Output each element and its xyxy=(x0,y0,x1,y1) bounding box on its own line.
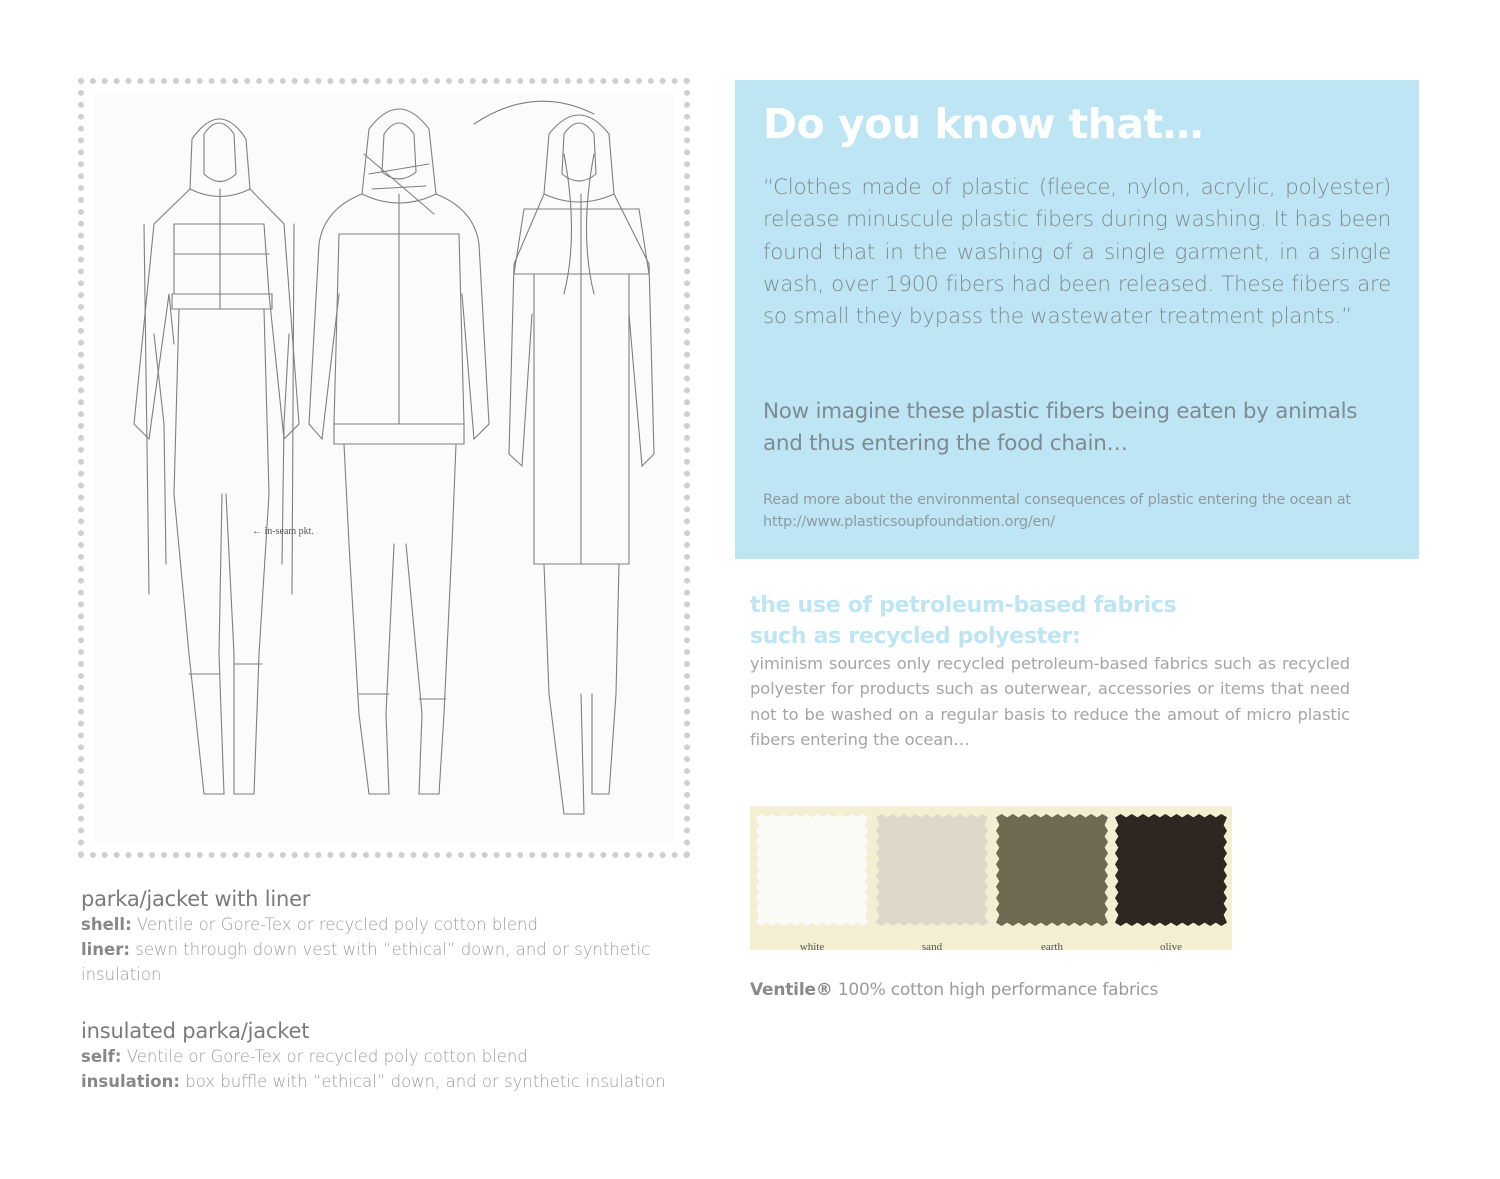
fabric-swatch-card xyxy=(750,806,1232,953)
caption-self-line xyxy=(81,1044,701,1069)
info-imagine: Now imagine these plastic fibers being eaten by animals and thus entering the food chain… xyxy=(763,399,1358,457)
self-text: Ventile or Gore-Tex or recycled poly cotton blend xyxy=(121,1047,528,1066)
insulation-text: box buffle with “ethical” down, and or synthetic insulation xyxy=(179,1072,666,1091)
petroleum-heading xyxy=(750,590,1350,652)
caption-insulated-parka xyxy=(81,1018,701,1094)
self-label: self: xyxy=(81,1047,122,1066)
swatch-fabric xyxy=(996,814,1108,926)
ventile-text: 100% cotton high performance fabrics xyxy=(832,980,1159,1000)
figure-insulated-parka xyxy=(309,109,489,794)
caption-title: parka/jacket with liner xyxy=(81,887,311,911)
info-read-more xyxy=(763,489,1403,533)
caption-liner-line xyxy=(81,937,701,987)
caption-shell-line xyxy=(81,912,701,937)
swatch-fabric xyxy=(756,814,868,926)
swatch-label: earth xyxy=(1041,941,1063,953)
figure-coat xyxy=(474,101,654,814)
ventile-brand: Ventile® xyxy=(750,980,833,1000)
did-you-know-box xyxy=(735,80,1419,559)
ventile-caption xyxy=(750,980,1158,1000)
petroleum-heading-line1: the use of petroleum-based fabrics xyxy=(750,593,1177,618)
sketch-annotation: ← in-seam pkt. xyxy=(252,526,314,537)
liner-text: sewn through down vest with “ethical” down, and or synthetic insulation xyxy=(81,940,651,984)
info-quote: “Clothes made of plastic (fleece, nylon, acrylic, polyester) release minuscule plastic fibers during washing. It has been found that in the washing of a single garment, in a single wash, over 1900 fibers had been released. These fibers are so small they bypass the wastewater treatment plants.” xyxy=(763,175,1391,330)
swatch-label: sand xyxy=(921,941,943,953)
swatch-sand xyxy=(876,814,988,953)
figure-parka-with-liner xyxy=(134,119,299,794)
swatch-label: olive xyxy=(1160,941,1182,953)
liner-label: liner: xyxy=(81,940,130,959)
swatch-olive xyxy=(1115,814,1227,953)
caption-title: insulated parka/jacket xyxy=(81,1019,310,1043)
garment-sketch xyxy=(94,94,674,842)
petroleum-body: yiminism sources only recycled petroleum-based fabrics such as recycled polyester for products such as outerwear, accessories or items that need not to be washed on a regular basis to reduce the amout of micro plastic fibers entering the ocean… xyxy=(750,654,1350,749)
swatch-earth xyxy=(996,814,1108,953)
sketch-illustration xyxy=(94,94,674,842)
swatch-fabric xyxy=(876,814,988,926)
read-more-text: Read more about the environmental consequences of plastic entering the ocean at xyxy=(763,492,1351,508)
petroleum-heading-line2: such as recycled polyester: xyxy=(750,624,1081,649)
info-title: Do you know that… xyxy=(763,100,1204,148)
caption-insulation-line xyxy=(81,1069,701,1094)
read-more-link[interactable]: http://www.plasticsoupfoundation.org/en/ xyxy=(763,514,1055,530)
swatch-label: white xyxy=(799,941,825,953)
caption-parka-with-liner xyxy=(81,886,701,987)
swatch-white xyxy=(756,814,868,953)
shell-label: shell: xyxy=(81,915,132,934)
insulation-label: insulation: xyxy=(81,1072,180,1091)
swatch-fabric xyxy=(1115,814,1227,926)
sketch-frame xyxy=(78,78,690,858)
shell-text: Ventile or Gore-Tex or recycled poly cotton blend xyxy=(131,915,538,934)
